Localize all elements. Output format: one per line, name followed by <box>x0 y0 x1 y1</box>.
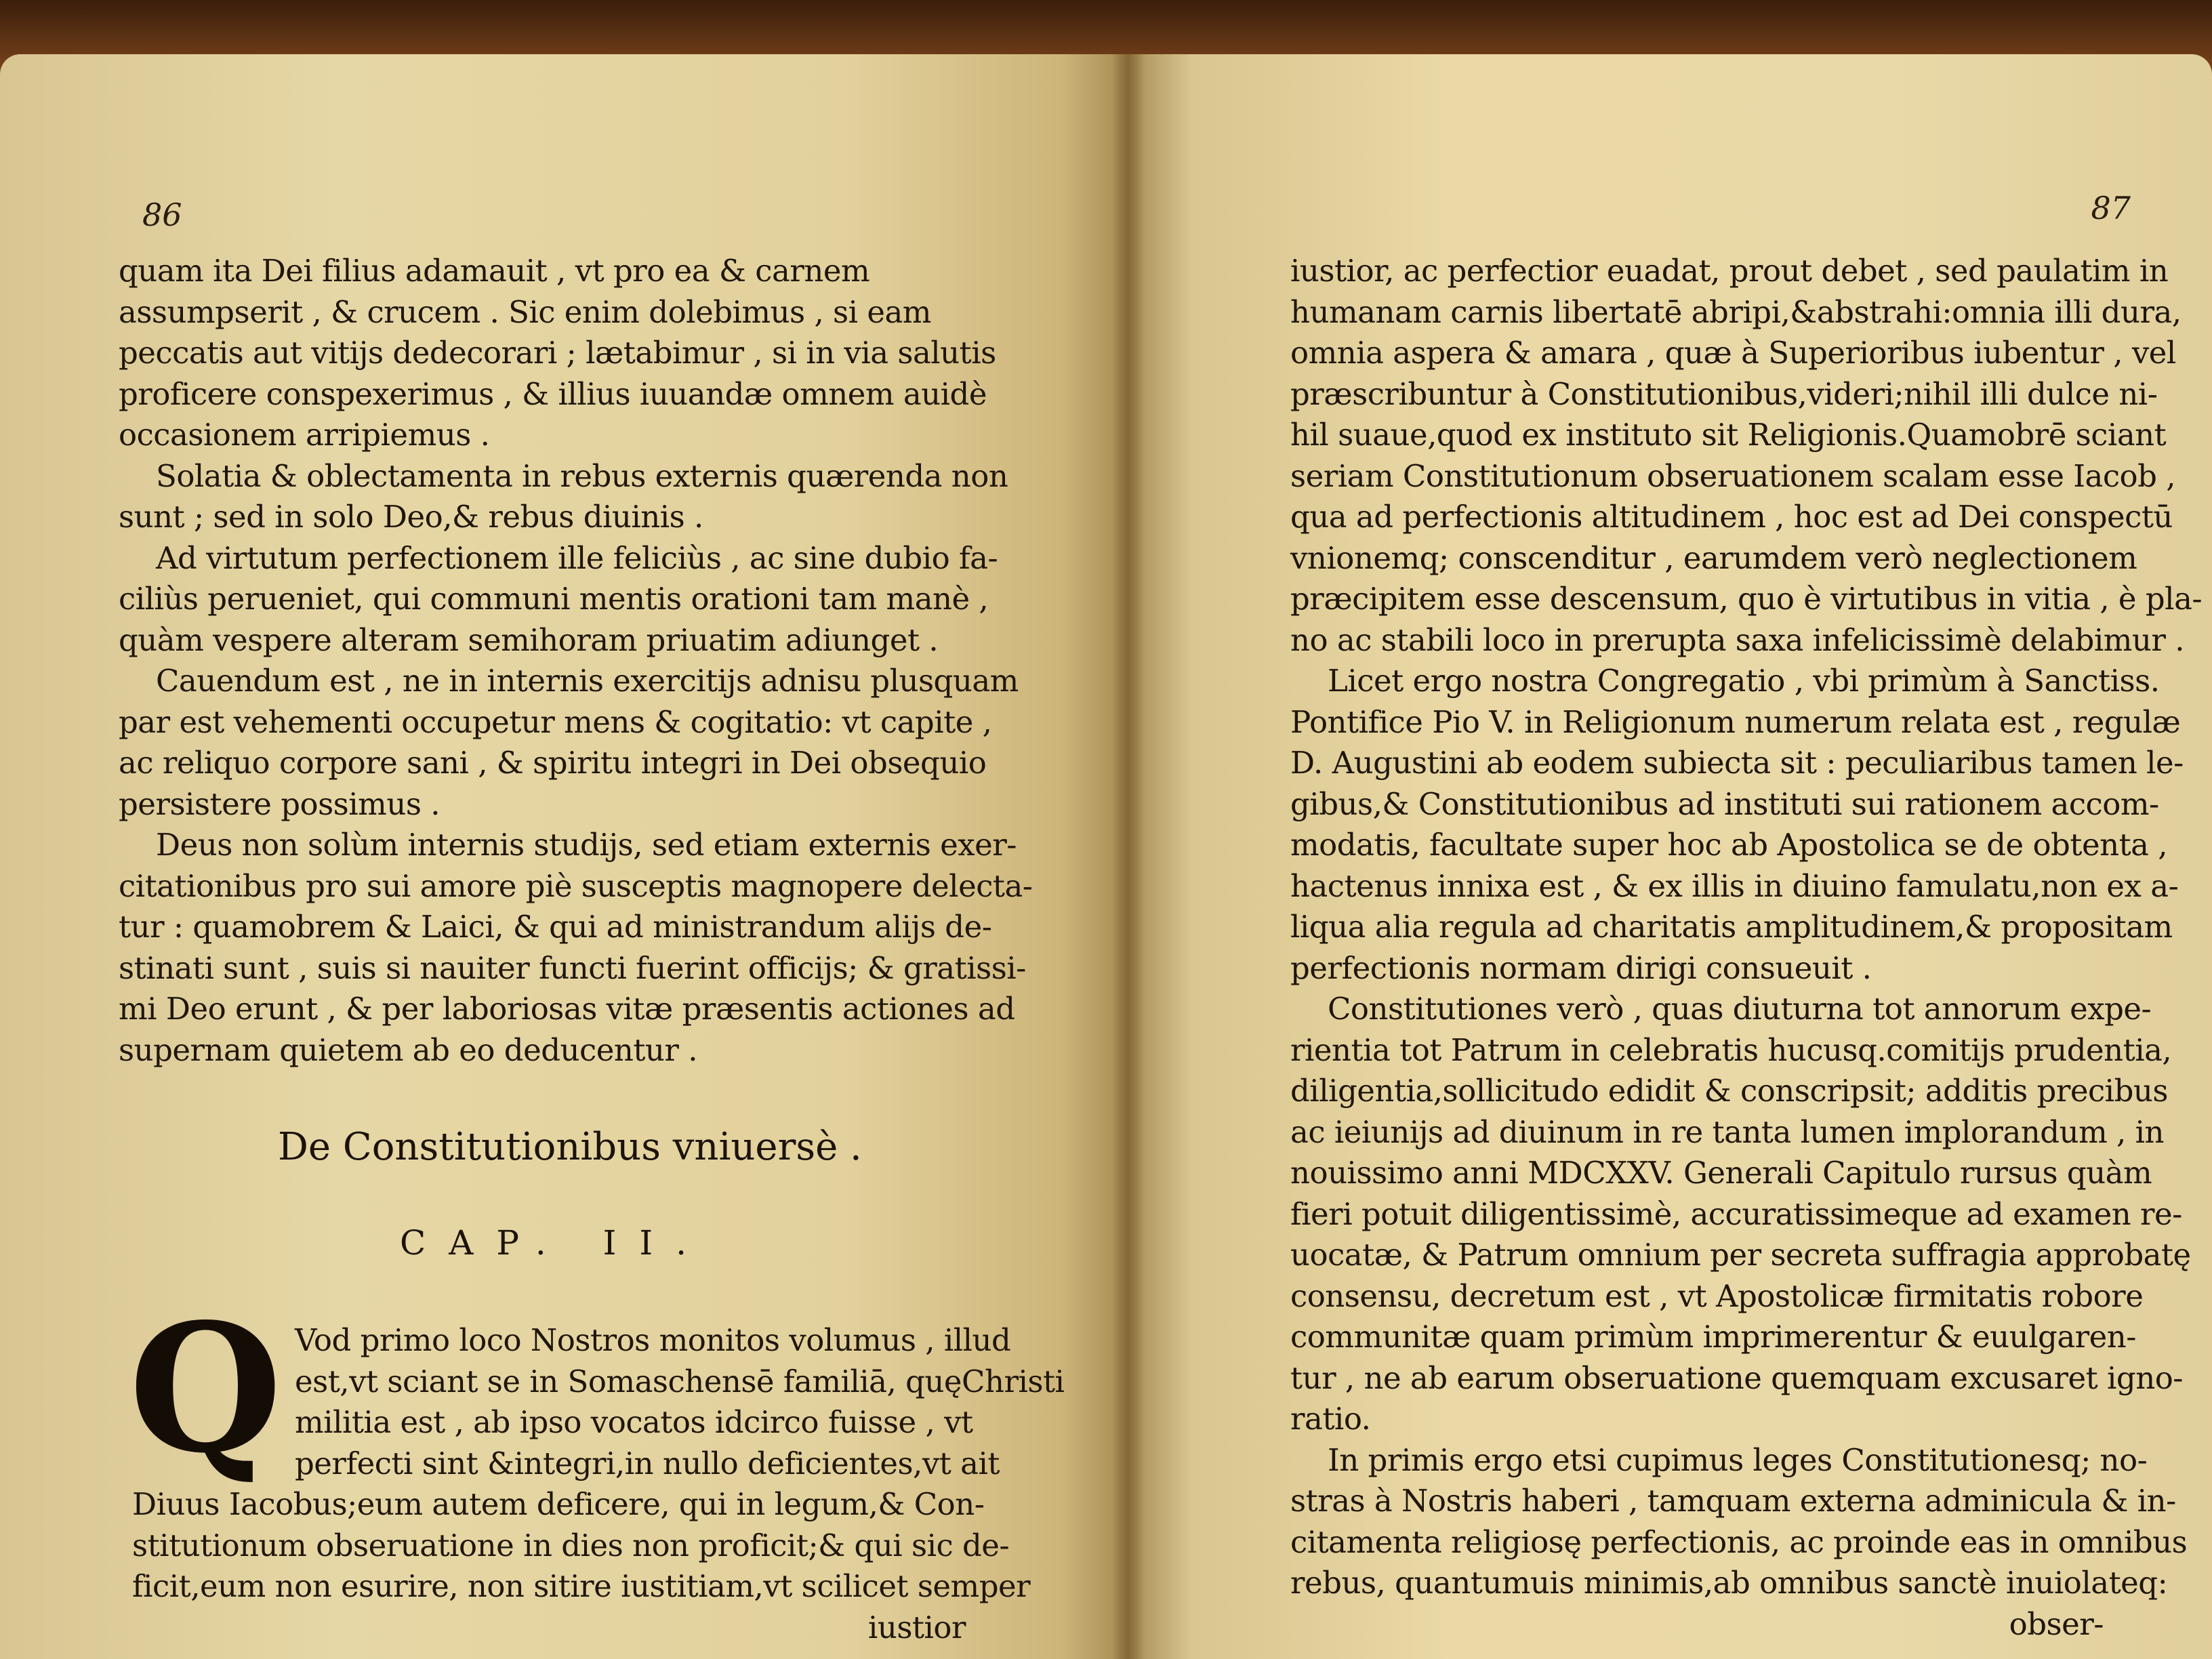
text-line: diligentia,sollicitudo edidit & conscripsit; additis precibus <box>1290 1073 2168 1109</box>
text-line: iustior, ac perfectior euadat, prout debet , sed paulatim in <box>1290 253 2169 289</box>
text-line: sunt ; sed in solo Deo,& rebus diuinis . <box>119 499 703 535</box>
text-line: quam ita Dei filius adamauit , vt pro ea & carnem <box>119 253 870 289</box>
text-line: tur : quamobrem & Laici, & qui ad ministrandum alijs de- <box>119 909 992 945</box>
catchword: obser- <box>2009 1605 2104 1642</box>
text-line: gibus,& Constitutionibus ad instituti sui rationem accom- <box>1290 785 2159 822</box>
text-line: persistere possimus . <box>119 785 441 822</box>
text-line: In primis ergo etsi cupimus leges Constitutionesq; no- <box>1328 1441 2148 1478</box>
text-line: seriam Constitutionum obseruationem scalam esse Iacob , <box>1290 457 2176 494</box>
text-line: Ad virtutum perfectionem ille feliciùs , ac sine dubio fa- <box>156 539 998 576</box>
text-line: stitutionum obseruatione in dies non proficit;& qui sic de- <box>132 1527 1010 1563</box>
text-line: quàm vespere alteram semihoram priuatim adiunget . <box>119 621 939 658</box>
text-line: ratio. <box>1290 1401 1371 1437</box>
left-page-body <box>119 251 1033 1071</box>
text-line: præcipitem esse descensum, quo è virtutibus in vitia , è pla- <box>1290 581 2203 617</box>
catchword: iustior <box>867 1609 966 1645</box>
text-line: no ac stabili loco in prerupta saxa infelicissimè delabimur . <box>1290 621 2185 658</box>
right-page-body <box>1290 251 2203 1645</box>
text-line: citamenta religiosę perfectionis, ac proinde eas in omnibus <box>1290 1523 2188 1560</box>
text-line: ac reliquo corpore sani , & spiritu integri in Dei obsequio <box>119 745 987 781</box>
text-line: citationibus pro sui amore piè susceptis magnopere delecta- <box>119 867 1033 904</box>
chapter-heading: CAP. II. <box>400 1223 710 1263</box>
text-line: Diuus Iacobus;eum autem deficere, qui in legum,& Con- <box>132 1486 985 1522</box>
text-line: proficere conspexerimus , & illius iuuandæ omnem auidè <box>119 375 987 412</box>
text-line: supernam quietem ab eo deducentur . <box>119 1031 698 1068</box>
text-line: Cauendum est , ne in internis exercitijs adnisu plusquam <box>156 663 1019 699</box>
right-page <box>1128 54 2212 1659</box>
text-line: ac ieiunijs ad diuinum in re tanta lumen implorandum , in <box>1290 1113 2165 1150</box>
text-line: omnia aspera & amara , quæ à Superioribus iubentur , vel <box>1290 335 2176 371</box>
text-line: ciliùs perueniet, qui communi mentis orationi tam manè , <box>119 581 989 617</box>
text-line: uocatæ, & Patrum omnium per secreta suffragia approbatę <box>1290 1237 2191 1273</box>
text-line: Deus non solùm internis studijs, sed etiam externis exer- <box>156 827 1017 863</box>
text-line: fieri potuit diligentissimè, accuratissimeque ad examen re- <box>1290 1195 2182 1232</box>
text-line: est,vt sciant se in Somaschensē familiā, quęChristi <box>295 1363 1065 1399</box>
text-line: D. Augustini ab eodem subiecta sit : peculiaribus tamen le- <box>1290 745 2184 781</box>
text-line: consensu, decretum est , vt Apostolicæ firmitatis robore <box>1290 1277 2144 1314</box>
text-line: occasionem arripiemus . <box>119 417 490 453</box>
left-page <box>0 54 1128 1659</box>
text-line: nouissimo anni MDCXXV. Generali Capitulo rursus quàm <box>1290 1155 2152 1191</box>
page-number-left: 86 <box>142 197 182 233</box>
text-line: hactenus innixa est , & ex illis in diuino famulatu,non ex a- <box>1290 867 2179 904</box>
text-line: Licet ergo nostra Congregatio , vbi primùm à Sanctiss. <box>1328 663 2160 699</box>
section-heading: De Constitutionibus vniuersè . <box>278 1125 862 1169</box>
text-line: Pontifice Pio V. in Religionum numerum relata est , regulæ <box>1290 703 2181 740</box>
text-line: peccatis aut vitijs dedecorari ; lætabimur , si in via salutis <box>119 335 996 371</box>
text-line: Constitutiones verò , quas diuturna tot annorum expe- <box>1328 991 2152 1027</box>
text-line: par est vehementi occupetur mens & cogitatio: vt capite , <box>119 703 992 740</box>
chapter-body <box>132 1320 1065 1648</box>
text-line: hil suaue,quod ex instituto sit Religionis.Quamobrē sciant <box>1290 417 2167 453</box>
text-line: perfecti sint &integri,in nullo deficientes,vt ait <box>295 1445 1000 1481</box>
book-gutter <box>1111 54 1145 1659</box>
text-line: liqua alia regula ad charitatis amplitudinem,& propositam <box>1290 909 2173 945</box>
text-line: stinati sunt , suis si nauiter functi fuerint officijs; & gratissi- <box>119 949 1026 986</box>
text-line: rientia tot Patrum in celebratis hucusq.comitijs prudentia, <box>1290 1031 2172 1068</box>
text-line: mi Deo erunt , & per laboriosas vitæ præsentis actiones ad <box>119 991 1015 1027</box>
text-line: qua ad perfectionis altitudinem , hoc est ad Dei conspectū <box>1290 499 2173 535</box>
text-line: rebus, quantumuis minimis,ab omnibus sanctè inuiolateq: <box>1290 1565 2168 1601</box>
text-line: perfectionis normam dirigi consueuit . <box>1290 949 1872 986</box>
text-line: præscribuntur à Constitutionibus,videri;nihil illi dulce ni- <box>1290 375 2158 412</box>
text-line: vnionemq; conscenditur , earumdem verò neglectionem <box>1290 539 2137 576</box>
text-line: ficit,eum non esurire, non sitire iustitiam,vt scilicet semper <box>132 1568 1031 1604</box>
text-line: Vod primo loco Nostros monitos volumus , illud <box>295 1322 1011 1358</box>
text-line: humanam carnis libertatē abripi,&abstrahi:omnia illi dura, <box>1290 293 2182 330</box>
text-line: Solatia & oblectamenta in rebus externis quærenda non <box>156 457 1008 494</box>
text-line: assumpserit , & crucem . Sic enim dolebimus , si eam <box>119 293 931 330</box>
text-line: tur , ne ab earum obseruatione quemquam excusaret igno- <box>1290 1359 2184 1396</box>
text-line: modatis, facultate super hoc ab Apostolica se de obtenta , <box>1290 827 2168 863</box>
page-number-right: 87 <box>2091 190 2131 226</box>
drop-cap-initial: Q <box>129 1286 283 1492</box>
text-line: stras à Nostris haberi , tamquam externa adminicula & in- <box>1290 1483 2176 1519</box>
text-line: communitæ quam primùm imprimerentur & euulgaren- <box>1290 1319 2136 1355</box>
text-line: militia est , ab ipso vocatos idcirco fuisse , vt <box>295 1404 973 1440</box>
